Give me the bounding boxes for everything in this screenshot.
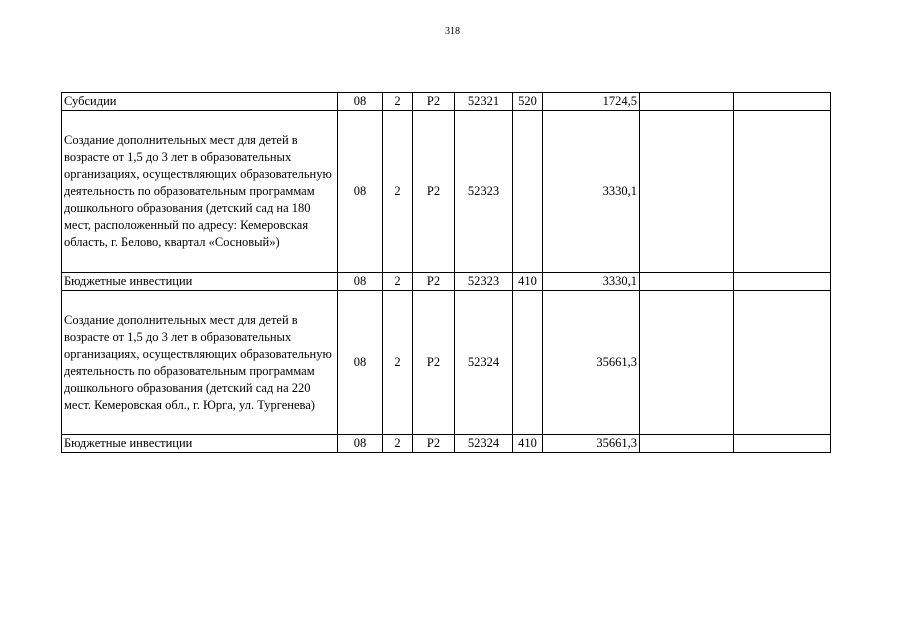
amount-cell-2 [640,111,734,273]
program-code: 2 [383,291,413,435]
amount-cell: 1724,5 [543,93,640,111]
amount-cell-3 [734,435,831,453]
subprogram-code: Р2 [413,111,455,273]
amount-cell-3 [734,111,831,273]
amount-cell: 3330,1 [543,273,640,291]
expense-type-code: 410 [513,435,543,453]
subprogram-code: Р2 [413,291,455,435]
expense-type-code: 410 [513,273,543,291]
subprogram-code: Р2 [413,435,455,453]
direction-code: 52321 [455,93,513,111]
amount-cell-2 [640,291,734,435]
direction-code: 52323 [455,273,513,291]
expense-type-code [513,291,543,435]
amount-cell: 3330,1 [543,111,640,273]
table-row [62,291,831,435]
section-code: 08 [338,435,383,453]
page-number: 318 [445,26,460,37]
amount-cell-3 [734,273,831,291]
direction-code: 52324 [455,291,513,435]
section-code: 08 [338,111,383,273]
budget-table [61,92,831,453]
program-code: 2 [383,435,413,453]
table-row [62,273,831,291]
subprogram-code: Р2 [413,273,455,291]
amount-cell: 35661,3 [543,435,640,453]
expense-type-code: 520 [513,93,543,111]
section-code: 08 [338,273,383,291]
expense-type-code [513,111,543,273]
amount-cell-3 [734,93,831,111]
table-row [62,93,831,111]
row-name: Субсидии [62,93,338,111]
amount-cell-3 [734,291,831,435]
amount-cell-2 [640,93,734,111]
row-name: Создание дополнительных мест для детей в возрасте от 1,5 до 3 лет в образовательных организациях, осуществляющих образовательную деятельность по образовательным программам дошкольного образования (детский сад на 220 мест. Кемеровская обл., г. Юрга, ул. Тургенева) [62,291,338,435]
amount-cell-2 [640,435,734,453]
row-name: Создание дополнительных мест для детей в возрасте от 1,5 до 3 лет в образовательных организациях, осуществляющих образовательную деятельность по образовательным программам дошкольного образования (детский сад на 180 мест, расположенный по адресу: Кемеровская область, г. Белово, квартал «Сосновый») [62,111,338,273]
amount-cell-2 [640,273,734,291]
program-code: 2 [383,273,413,291]
row-name: Бюджетные инвестиции [62,273,338,291]
direction-code: 52324 [455,435,513,453]
program-code: 2 [383,93,413,111]
direction-code: 52323 [455,111,513,273]
table-row [62,111,831,273]
table-row [62,435,831,453]
subprogram-code: Р2 [413,93,455,111]
section-code: 08 [338,291,383,435]
program-code: 2 [383,111,413,273]
section-code: 08 [338,93,383,111]
amount-cell: 35661,3 [543,291,640,435]
row-name: Бюджетные инвестиции [62,435,338,453]
